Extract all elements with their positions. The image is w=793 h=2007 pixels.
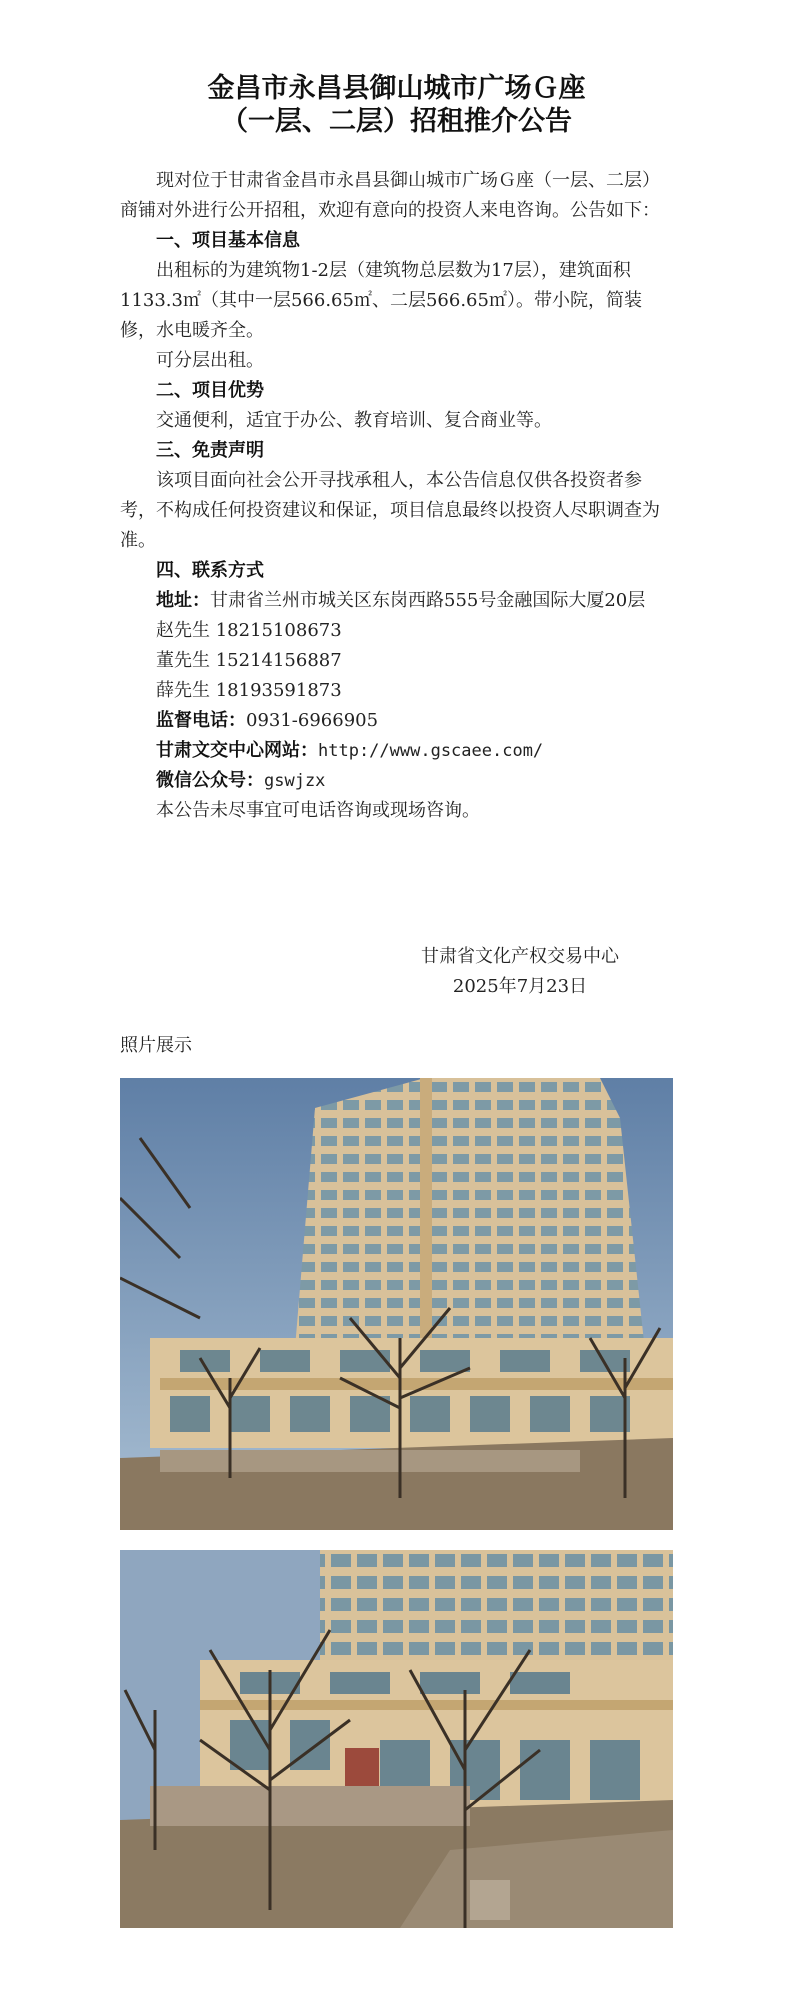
website-link[interactable]: http://www.gscaee.com/	[318, 741, 544, 761]
section-3-paragraph-1: 该项目面向社会公开寻找承租人，本公告信息仅供各投资者参考，不构成任何投资建议和保证，项目信息最终以投资人尽职调查为准。	[120, 470, 660, 551]
section-2-paragraph-1: 交通便利，适宜于办公、教育培训、复合商业等。	[156, 410, 552, 431]
supervise-line	[120, 706, 672, 736]
supervise-label: 监督电话：	[156, 710, 246, 731]
section-4-heading: 四、联系方式	[156, 560, 264, 581]
address-label: 地址：	[156, 590, 210, 611]
contact-3: 薛先生 18193591873	[156, 680, 342, 701]
intro-paragraph: 现对位于甘肃省金昌市永昌县御山城市广场Ｇ座（一层、二层）商铺对外进行公开招租，欢迎有意向的投资人来电咨询。公告如下：	[120, 170, 660, 221]
signature-org: 甘肃省文化产权交易中心	[421, 946, 619, 967]
document-body	[120, 166, 672, 826]
contact-2: 董先生 15214156887	[156, 650, 342, 671]
title-line-2: （一层、二层）招租推介公告	[221, 106, 572, 137]
title-line-1: 金昌市永昌县御山城市广场Ｇ座	[207, 73, 586, 104]
section-3-heading: 三、免责声明	[156, 440, 264, 461]
website-line	[120, 736, 672, 766]
section-2-heading: 二、项目优势	[156, 380, 264, 401]
supervise-value: 0931-6966905	[246, 710, 379, 731]
section-1-heading: 一、项目基本信息	[156, 230, 300, 251]
photo-building-2	[120, 1550, 673, 1928]
contact-1: 赵先生 18215108673	[156, 620, 342, 641]
wechat-label: 微信公众号：	[156, 770, 264, 791]
section-1-paragraph-1: 出租标的为建筑物1-2层（建筑物总层数为17层），建筑面积1133.3㎡（其中一层566.65㎡、二层566.65㎡）。带小院，简装修，水电暖齐全。	[120, 260, 642, 341]
closing-line: 本公告未尽事宜可电话咨询或现场咨询。	[156, 800, 480, 821]
signature-date: 2025年7月23日	[452, 976, 588, 997]
document-title	[0, 72, 793, 138]
address-line	[120, 586, 672, 616]
photo-building-1	[120, 1078, 673, 1530]
section-1-paragraph-2: 可分层出租。	[156, 350, 264, 371]
signature-block	[400, 942, 640, 1002]
website-label: 甘肃文交中心网站：	[156, 740, 318, 761]
wechat-line	[120, 766, 672, 796]
wechat-value: gswjzx	[264, 771, 326, 791]
photos-label: 照片展示	[120, 1035, 192, 1056]
address-value: 甘肃省兰州市城关区东岗西路555号金融国际大厦20层	[210, 590, 646, 611]
